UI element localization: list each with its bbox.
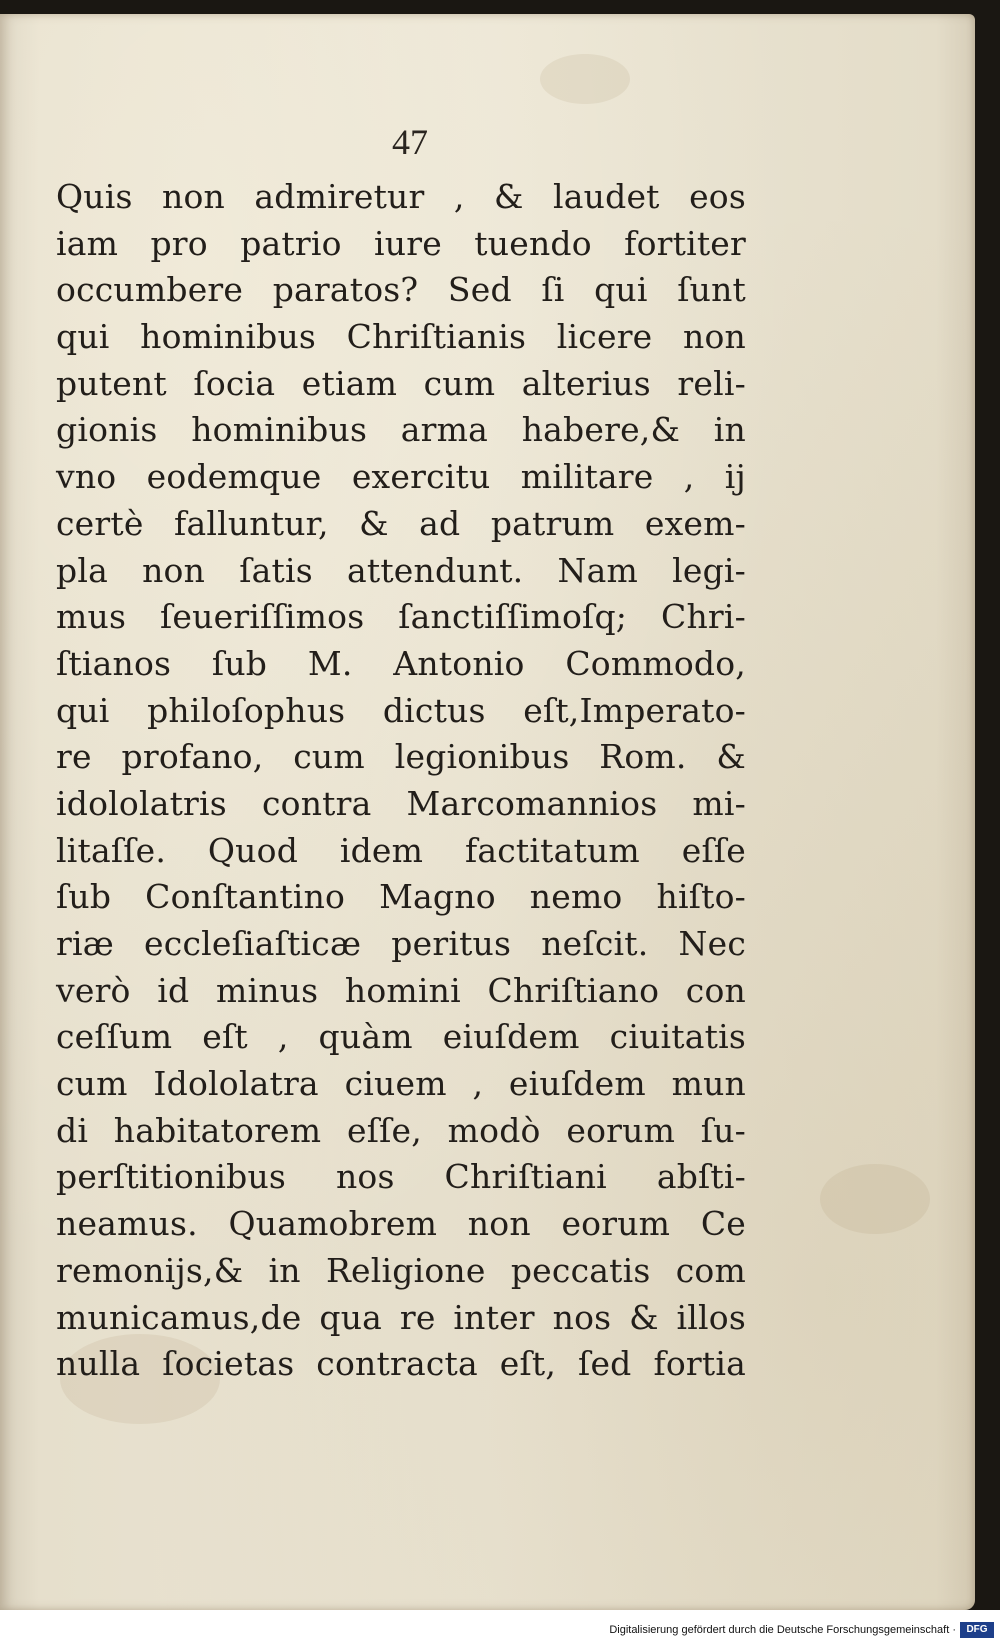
text-line: ſtianos ſub M. Antonio Commodo, (56, 643, 746, 683)
text-line: ſub Conſtantino Magno nemo hiſto- (56, 877, 746, 917)
paper-stain (540, 54, 630, 104)
text-line: Quis non admiretur , & laudet eos (56, 177, 746, 216)
page-number: 47 (392, 122, 428, 162)
text-line: nulla ſocietas contracta eſt, ſed fortia (56, 1344, 746, 1384)
text-line: putent ſocia etiam cum alterius reli- (56, 363, 746, 403)
text-line: mus ſeueriſſimos ſanctiſſimoſq; Chri- (56, 597, 746, 637)
text-line: occumbere paratos? Sed ſi qui ſunt (56, 270, 746, 310)
text-line: cum Idololatra ciuem , eiuſdem mun (56, 1064, 746, 1104)
text-line: municamus,de qua re inter nos & illos (56, 1297, 746, 1337)
dfg-logo: DFG (960, 1622, 994, 1638)
text-line: verò id minus homini Chriſtiano con (56, 970, 746, 1010)
text-line: litaſſe. Quod idem factitatum eſſe (56, 830, 746, 870)
paper-stain (820, 1164, 930, 1234)
text-line: riæ eccleſiaſticæ peritus neſcit. Nec (56, 924, 746, 963)
book-page (0, 14, 975, 1610)
text-line: vno eodemque exercitu militare , ij (56, 457, 746, 497)
text-line: gionis hominibus arma habere,& in (56, 410, 746, 450)
text-line: di habitatorem eſſe, modò eorum ſu- (56, 1110, 746, 1150)
text-line: qui hominibus Chriſtianis licere non (56, 317, 746, 357)
text-line: remonijs,& in Religione peccatis com (56, 1250, 746, 1290)
text-line: ceſſum eſt , quàm eiuſdem ciuitatis (56, 1017, 746, 1057)
footer-credit: Digitalisierung gefördert durch die Deutsche Forschungsgemeinschaft · (609, 1624, 956, 1636)
text-line: pla non ſatis attendunt. Nam legi- (56, 550, 746, 590)
text-line: qui philoſophus dictus eſt,Imperato- (56, 690, 746, 730)
body-text (56, 174, 746, 1388)
text-line: idololatris contra Marcomannios mi- (56, 783, 746, 823)
text-line: iam pro patrio iure tuendo fortiter (56, 223, 746, 263)
text-line: certè falluntur, & ad patrum exem- (56, 503, 746, 543)
text-line: neamus. Quamobrem non eorum Ce (56, 1204, 746, 1244)
text-line: re profano, cum legionibus Rom. & (56, 737, 746, 777)
text-line: perſtitionibus nos Chriſtiani abſti- (56, 1157, 746, 1197)
